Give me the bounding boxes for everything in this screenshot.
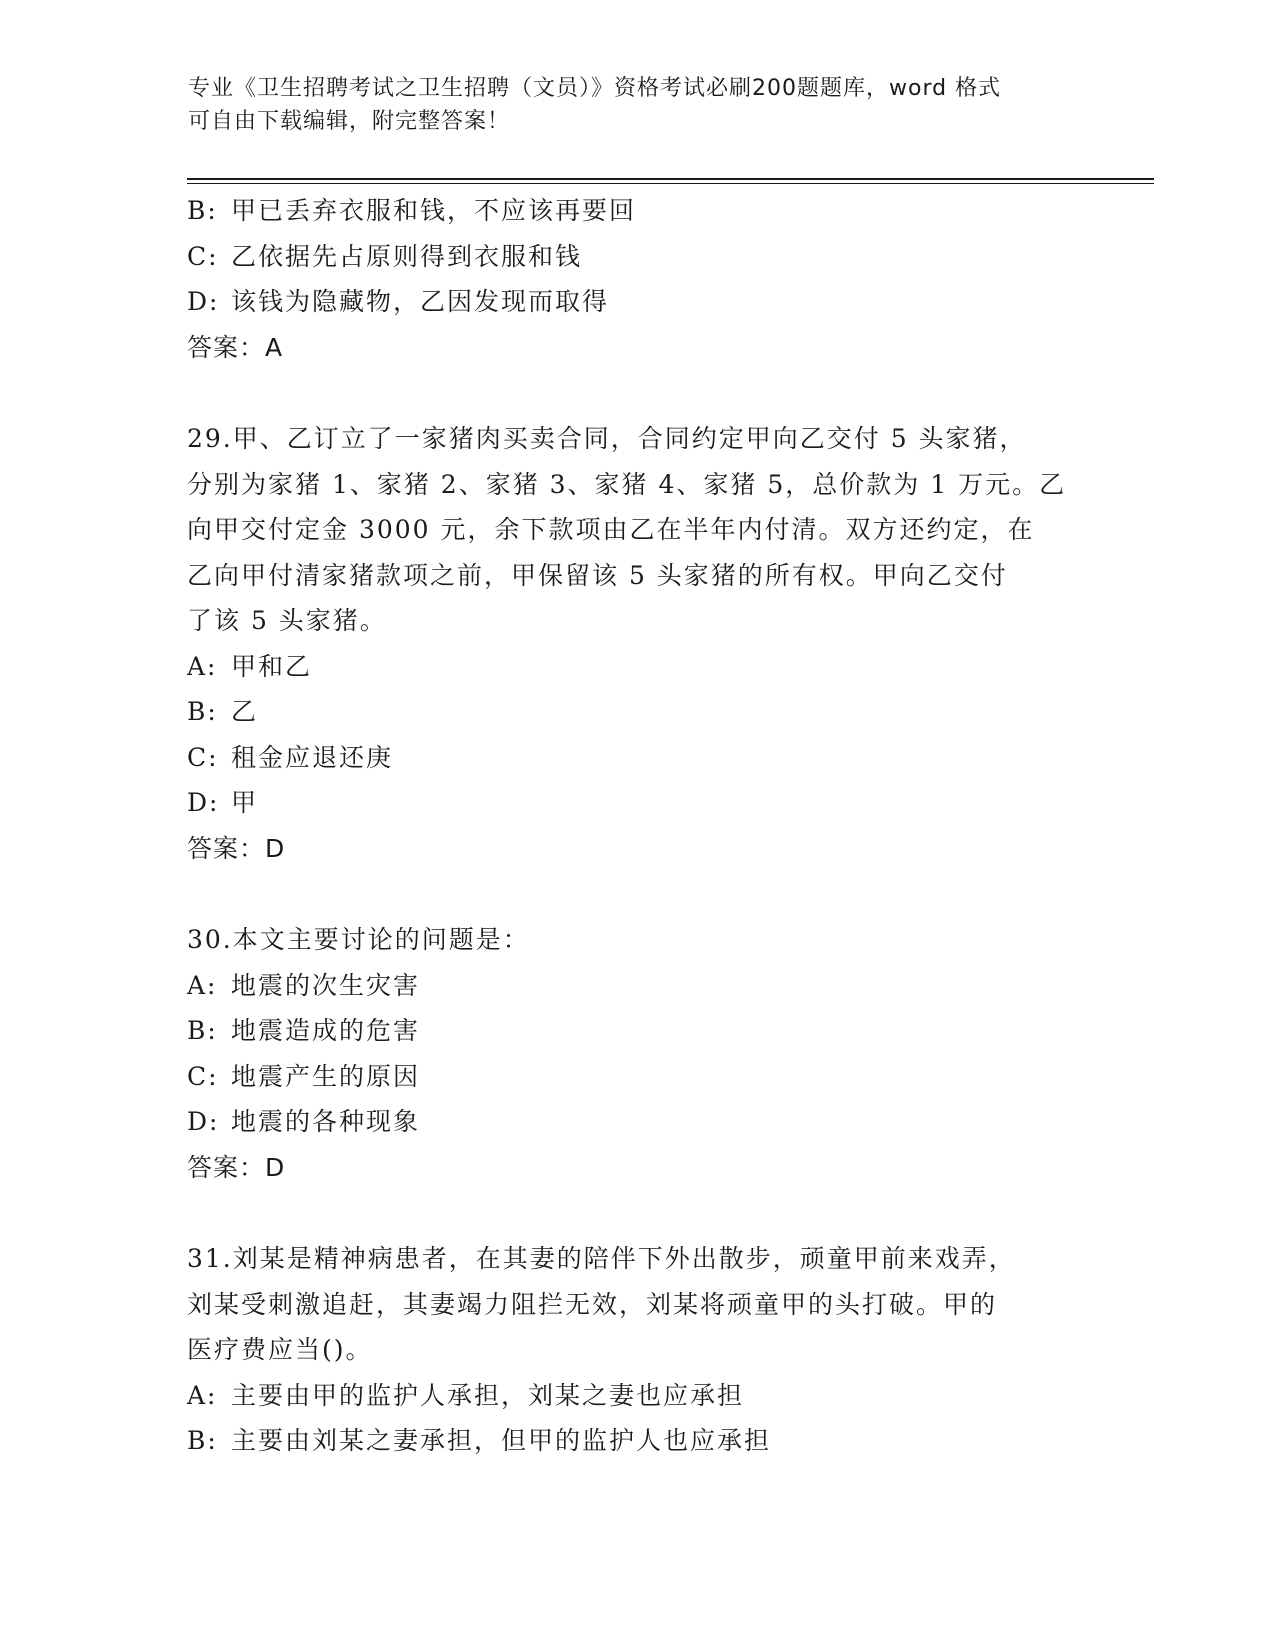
option-b [187, 689, 1087, 735]
header-divider-thick [187, 178, 1154, 180]
option-c [187, 234, 1087, 280]
option-key: B: [187, 1016, 218, 1045]
option-key: C: [187, 1061, 219, 1091]
option-key: B: [187, 1426, 218, 1455]
question-block [187, 1236, 1087, 1464]
option-key: A: [187, 1380, 218, 1410]
option-key: B: [187, 196, 218, 225]
question-stem-line: 刘某受刺激追赶，其妻竭力阻拦无效，刘某将顽童甲的头打破。甲的 [187, 1289, 998, 1319]
option-text: 地震的次生灾害 [231, 970, 421, 1000]
option-text: 甲已丢弃衣服和钱，不应该再要回 [231, 196, 637, 225]
answer-line: 答案：D [187, 1152, 286, 1182]
question-stem-line: 30.本文主要讨论的问题是： [187, 925, 530, 954]
option-key: D: [187, 1107, 220, 1136]
question-stem-line: 31.刘某是精神病患者，在其妻的陪伴下外出散步，顽童甲前来戏弄， [187, 1244, 1016, 1273]
header-divider-thin [187, 183, 1154, 184]
option-text: 地震造成的危害 [231, 1016, 421, 1045]
option-text: 该钱为隐藏物，乙因发现而取得 [231, 287, 610, 316]
question-stem-line: 分别为家猪 1、家猪 2、家猪 3、家猪 4、家猪 5，总价款为 1 万元。乙 [187, 469, 1067, 499]
option-text: 甲和乙 [231, 651, 313, 681]
option-text: 主要由刘某之妻承担，但甲的监护人也应承担 [231, 1426, 772, 1455]
question-block [187, 917, 1087, 1190]
question-stem-line: 医疗费应当()。 [187, 1335, 373, 1364]
option-key: B: [187, 697, 218, 726]
question-block [187, 188, 1087, 370]
option-key: C: [187, 742, 219, 772]
option-a [187, 963, 1087, 1009]
option-d [187, 780, 1087, 826]
option-key: D: [187, 287, 220, 316]
question-stem-line: 了该 5 头家猪。 [187, 606, 387, 635]
option-b [187, 1008, 1087, 1054]
question-stem-line: 向甲交付定金 3000 元，余下款项由乙在半年内付清。双方还约定，在 [187, 515, 1035, 544]
spacer [187, 871, 1087, 917]
option-key: C: [187, 241, 219, 271]
option-d [187, 1099, 1087, 1145]
header-title-line-1: 专业《卫生招聘考试之卫生招聘（文员）》资格考试必刷200题题库，word 格式 [188, 76, 1002, 101]
question-stem-line: 乙向甲付清家猪款项之前，甲保留该 5 头家猪的所有权。甲向乙交付 [187, 560, 1008, 590]
option-c [187, 735, 1087, 781]
question-list [187, 188, 1087, 1464]
document-header [188, 72, 1088, 138]
option-d [187, 279, 1087, 325]
spacer [187, 1190, 1087, 1236]
option-a [187, 644, 1087, 690]
question-block [187, 416, 1087, 871]
option-text: 主要由甲的监护人承担，刘某之妻也应承担 [231, 1380, 745, 1410]
option-key: A: [187, 970, 218, 1000]
option-text: 地震产生的原因 [231, 1061, 421, 1091]
option-key: A: [187, 651, 218, 681]
option-c [187, 1054, 1087, 1100]
option-a [187, 1373, 1087, 1419]
spacer [187, 370, 1087, 416]
header-title-line-2: 可自由下载编辑，附完整答案！ [188, 109, 511, 134]
option-text: 乙依据先占原则得到衣服和钱 [231, 241, 583, 271]
option-text: 乙 [231, 697, 259, 726]
option-key: D: [187, 788, 220, 817]
option-b [187, 188, 1087, 234]
question-stem-line: 29.甲、乙订立了一家猪肉买卖合同，合同约定甲向乙交付 5 头家猪， [187, 424, 1027, 453]
option-b [187, 1418, 1087, 1464]
option-text: 租金应退还庚 [231, 742, 394, 772]
option-text: 甲 [231, 788, 259, 817]
option-text: 地震的各种现象 [231, 1107, 421, 1136]
answer-line: 答案：A [187, 332, 284, 362]
answer-line: 答案：D [187, 833, 286, 863]
